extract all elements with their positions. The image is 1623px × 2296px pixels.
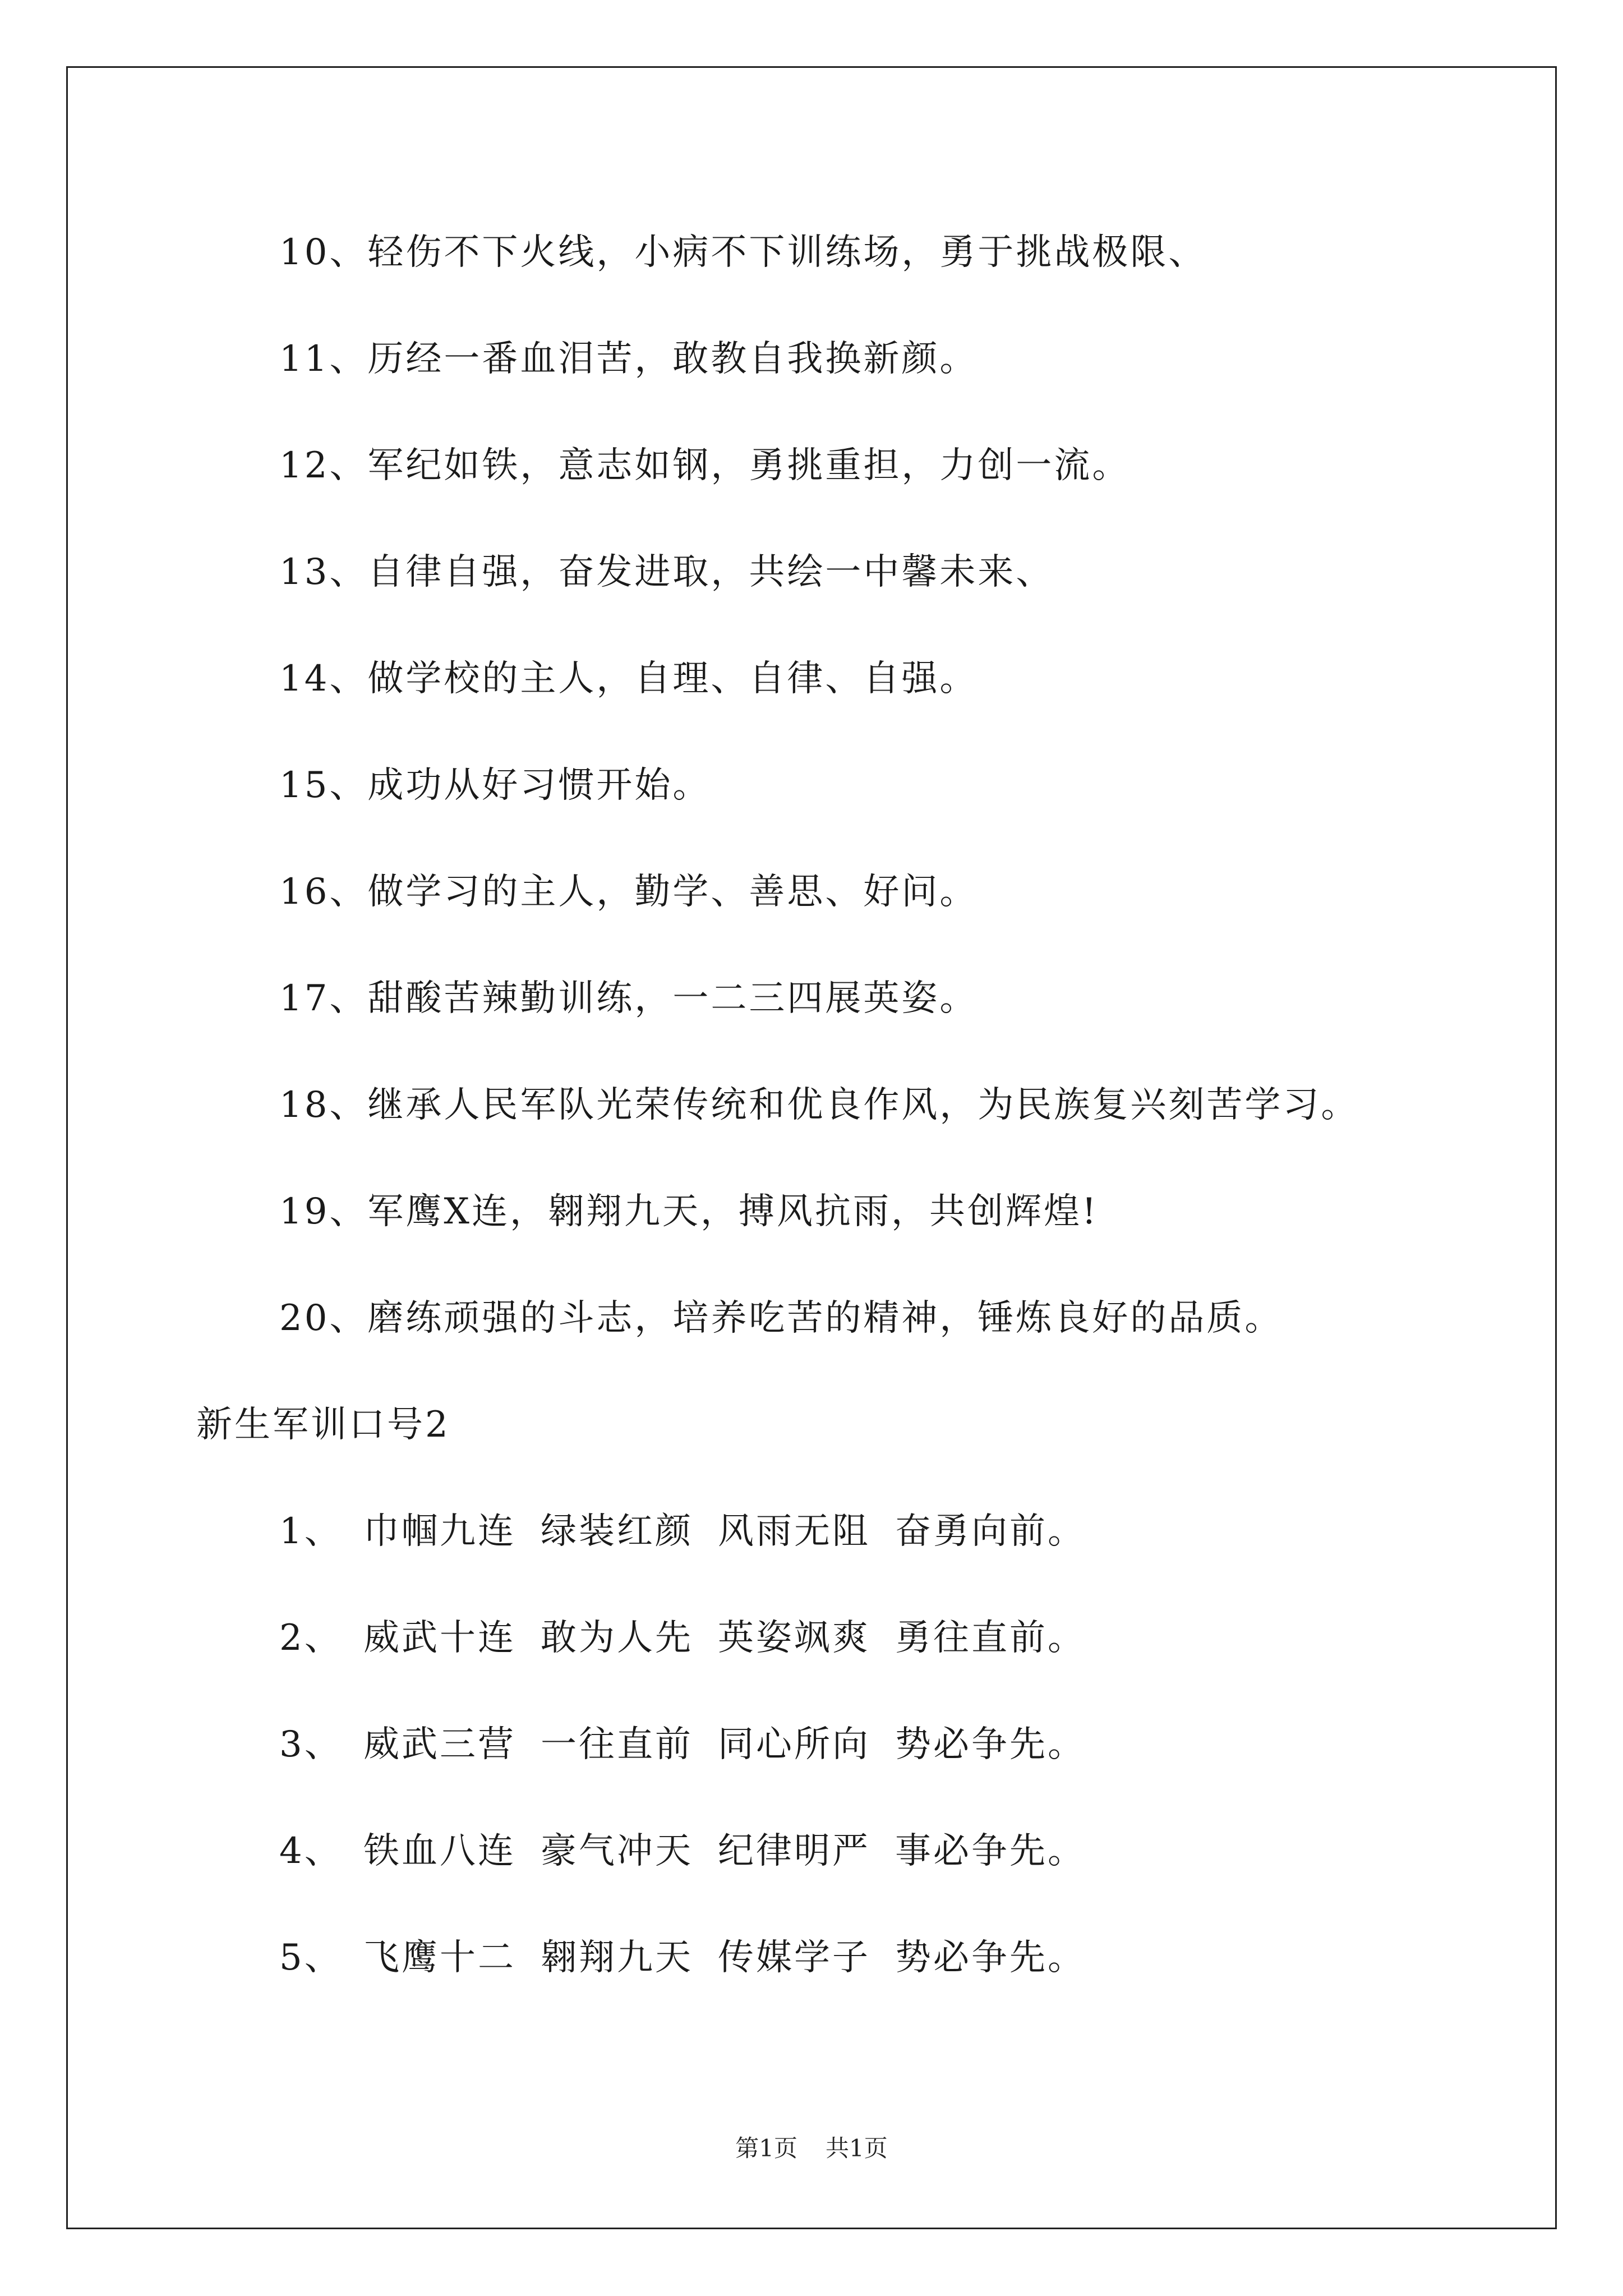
page-total: 共1页 xyxy=(826,2134,888,2162)
list-item: 14、做学校的主人，自理、自律、自强。 xyxy=(279,658,978,700)
slogan-phrase: 勇往直前。 xyxy=(895,1617,1086,1659)
slogan-phrase: 纪律明严 xyxy=(718,1830,870,1872)
slogan-row xyxy=(279,1722,1086,1767)
list-item: 18、继承人民军队光荣传统和优良作风，为民族复兴刻苦学习。 xyxy=(279,1084,1359,1126)
section-heading: 新生军训口号2 xyxy=(196,1404,450,1446)
slogan-row xyxy=(279,1829,1086,1874)
slogan-phrase: 巾帼九连 xyxy=(363,1511,516,1552)
list-item: 20、磨练顽强的斗志，培养吃苦的精神，锤炼良好的品质。 xyxy=(279,1297,1283,1339)
slogan-phrase: 风雨无阻 xyxy=(718,1511,870,1552)
list-item: 11、历经一番血泪苦，敢教自我换新颜。 xyxy=(279,338,978,380)
slogan-number: 4、 xyxy=(279,1830,343,1872)
slogan-row xyxy=(279,1509,1086,1554)
list-item: 10、轻伤不下火线，小病不下训练场，勇于挑战极限、 xyxy=(279,232,1207,273)
list-item: 15、成功从好习惯开始。 xyxy=(279,765,711,806)
slogan-phrase: 翱翔九天 xyxy=(541,1937,693,1978)
slogan-number: 5、 xyxy=(279,1937,343,1978)
slogan-phrase: 威武十连 xyxy=(363,1617,516,1659)
slogan-phrase: 一往直前 xyxy=(541,1724,693,1765)
list-item: 17、甜酸苦辣勤训练，一二三四展英姿。 xyxy=(279,978,978,1019)
slogan-number: 3、 xyxy=(279,1724,343,1765)
slogan-number: 2、 xyxy=(279,1617,343,1659)
slogan-phrase: 事必争先。 xyxy=(895,1830,1086,1872)
slogan-phrase: 绿装红颜 xyxy=(541,1511,693,1552)
slogan-phrase: 敢为人先 xyxy=(541,1617,693,1659)
slogan-phrase: 铁血八连 xyxy=(363,1830,516,1872)
slogan-row xyxy=(279,1616,1086,1660)
slogan-phrase: 威武三营 xyxy=(363,1724,516,1765)
slogan-phrase: 飞鹰十二 xyxy=(363,1937,516,1978)
list-item: 19、军鹰X连，翱翔九天，搏风抗雨，共创辉煌! xyxy=(279,1191,1099,1232)
slogan-phrase: 英姿飒爽 xyxy=(718,1617,870,1659)
page-footer xyxy=(0,2133,1623,2164)
list-item: 16、做学习的主人，勤学、善思、好问。 xyxy=(279,871,978,913)
slogan-phrase: 势必争先。 xyxy=(895,1937,1086,1978)
list-item: 12、军纪如铁，意志如钢，勇挑重担，力创一流。 xyxy=(279,445,1131,486)
slogan-number: 1、 xyxy=(279,1511,343,1552)
slogan-phrase: 豪气冲天 xyxy=(541,1830,693,1872)
slogan-phrase: 奋勇向前。 xyxy=(895,1511,1086,1552)
list-item: 13、自律自强，奋发进取，共绘一中馨未来、 xyxy=(279,551,1054,593)
page-number: 第1页 xyxy=(735,2134,797,2162)
slogan-phrase: 同心所向 xyxy=(718,1724,870,1765)
slogan-phrase: 传媒学子 xyxy=(718,1937,870,1978)
slogan-row xyxy=(279,1935,1086,1980)
slogan-phrase: 势必争先。 xyxy=(895,1724,1086,1765)
